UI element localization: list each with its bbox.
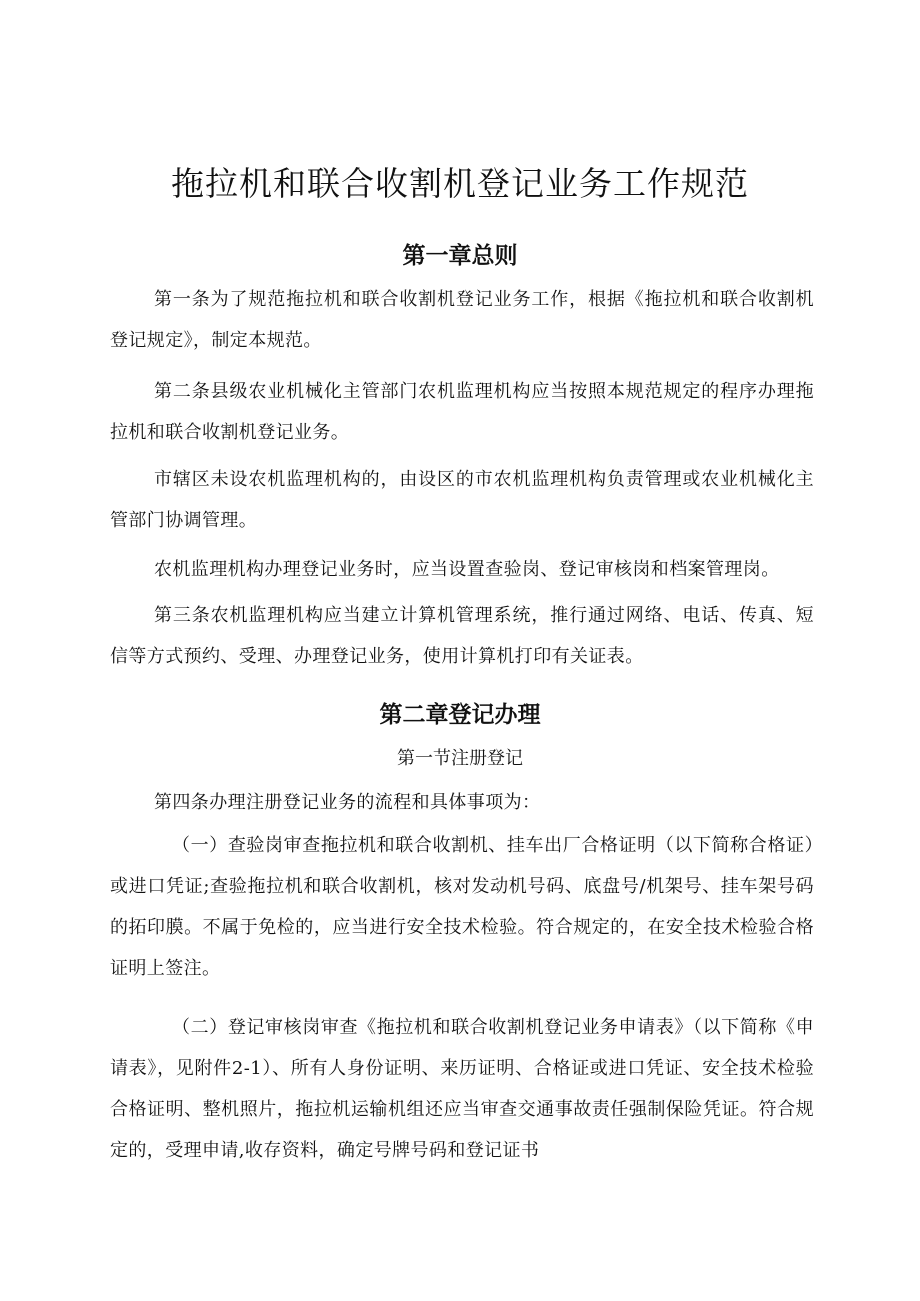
section-1-heading: 第一节注册登记 [397,748,523,769]
document-title: 拖拉机和联合收割机登记业务工作规范 [171,164,749,203]
paragraph-article-4: 第四条办理注册登记业务的流程和具体事项为： [154,792,541,813]
paragraph-item-1: （一）查验岗审查拖拉机和联合收割机、挂车出厂合格证明（以下简称合格证）或进口凭证;查验拖拉机和联合收割机，核对发动机号码、底盘号/机架号、挂车架号码的拓印膜。不属于免检的，应当进行安全技术检验。符合规定的，在安全技术检验合格证明上签注。 [110,835,814,979]
paragraph-district-note: 市辖区未设农机监理机构的，由设区的市农机监理机构负责管理或农业机械化主管部门协调管理。 [110,469,814,531]
paragraph-article-2: 第二条县级农业机械化主管部门农机监理机构应当按照本规范规定的程序办理拖拉机和联合收割机登记业务。 [110,381,814,443]
chapter-2-heading: 第二章登记办理 [379,702,541,728]
chapter-1-heading: 第一章总则 [402,243,518,269]
paragraph-article-1: 第一条为了规范拖拉机和联合收割机登记业务工作，根据《拖拉机和联合收割机登记规定》，制定本规范。 [110,289,814,351]
paragraph-item-2: （二）登记审核岗审查《拖拉机和联合收割机登记业务申请表》（以下简称《申请表》，见附件2-1）、所有人身份证明、来历证明、合格证或进口凭证、安全技术检验合格证明、整机照片，拖拉机运输机组还应当审查交通事故责任强制保险凭证。符合规定的，受理申请,收存资料，确定号牌号码和登记证书 [110,1017,814,1161]
paragraph-article-3: 第三条农机监理机构应当建立计算机管理系统，推行通过网络、电话、传真、短信等方式预约、受理、办理登记业务，使用计算机打印有关证表。 [110,605,814,667]
paragraph-posts: 农机监理机构办理登记业务时，应当设置查验岗、登记审核岗和档案管理岗。 [154,559,780,580]
